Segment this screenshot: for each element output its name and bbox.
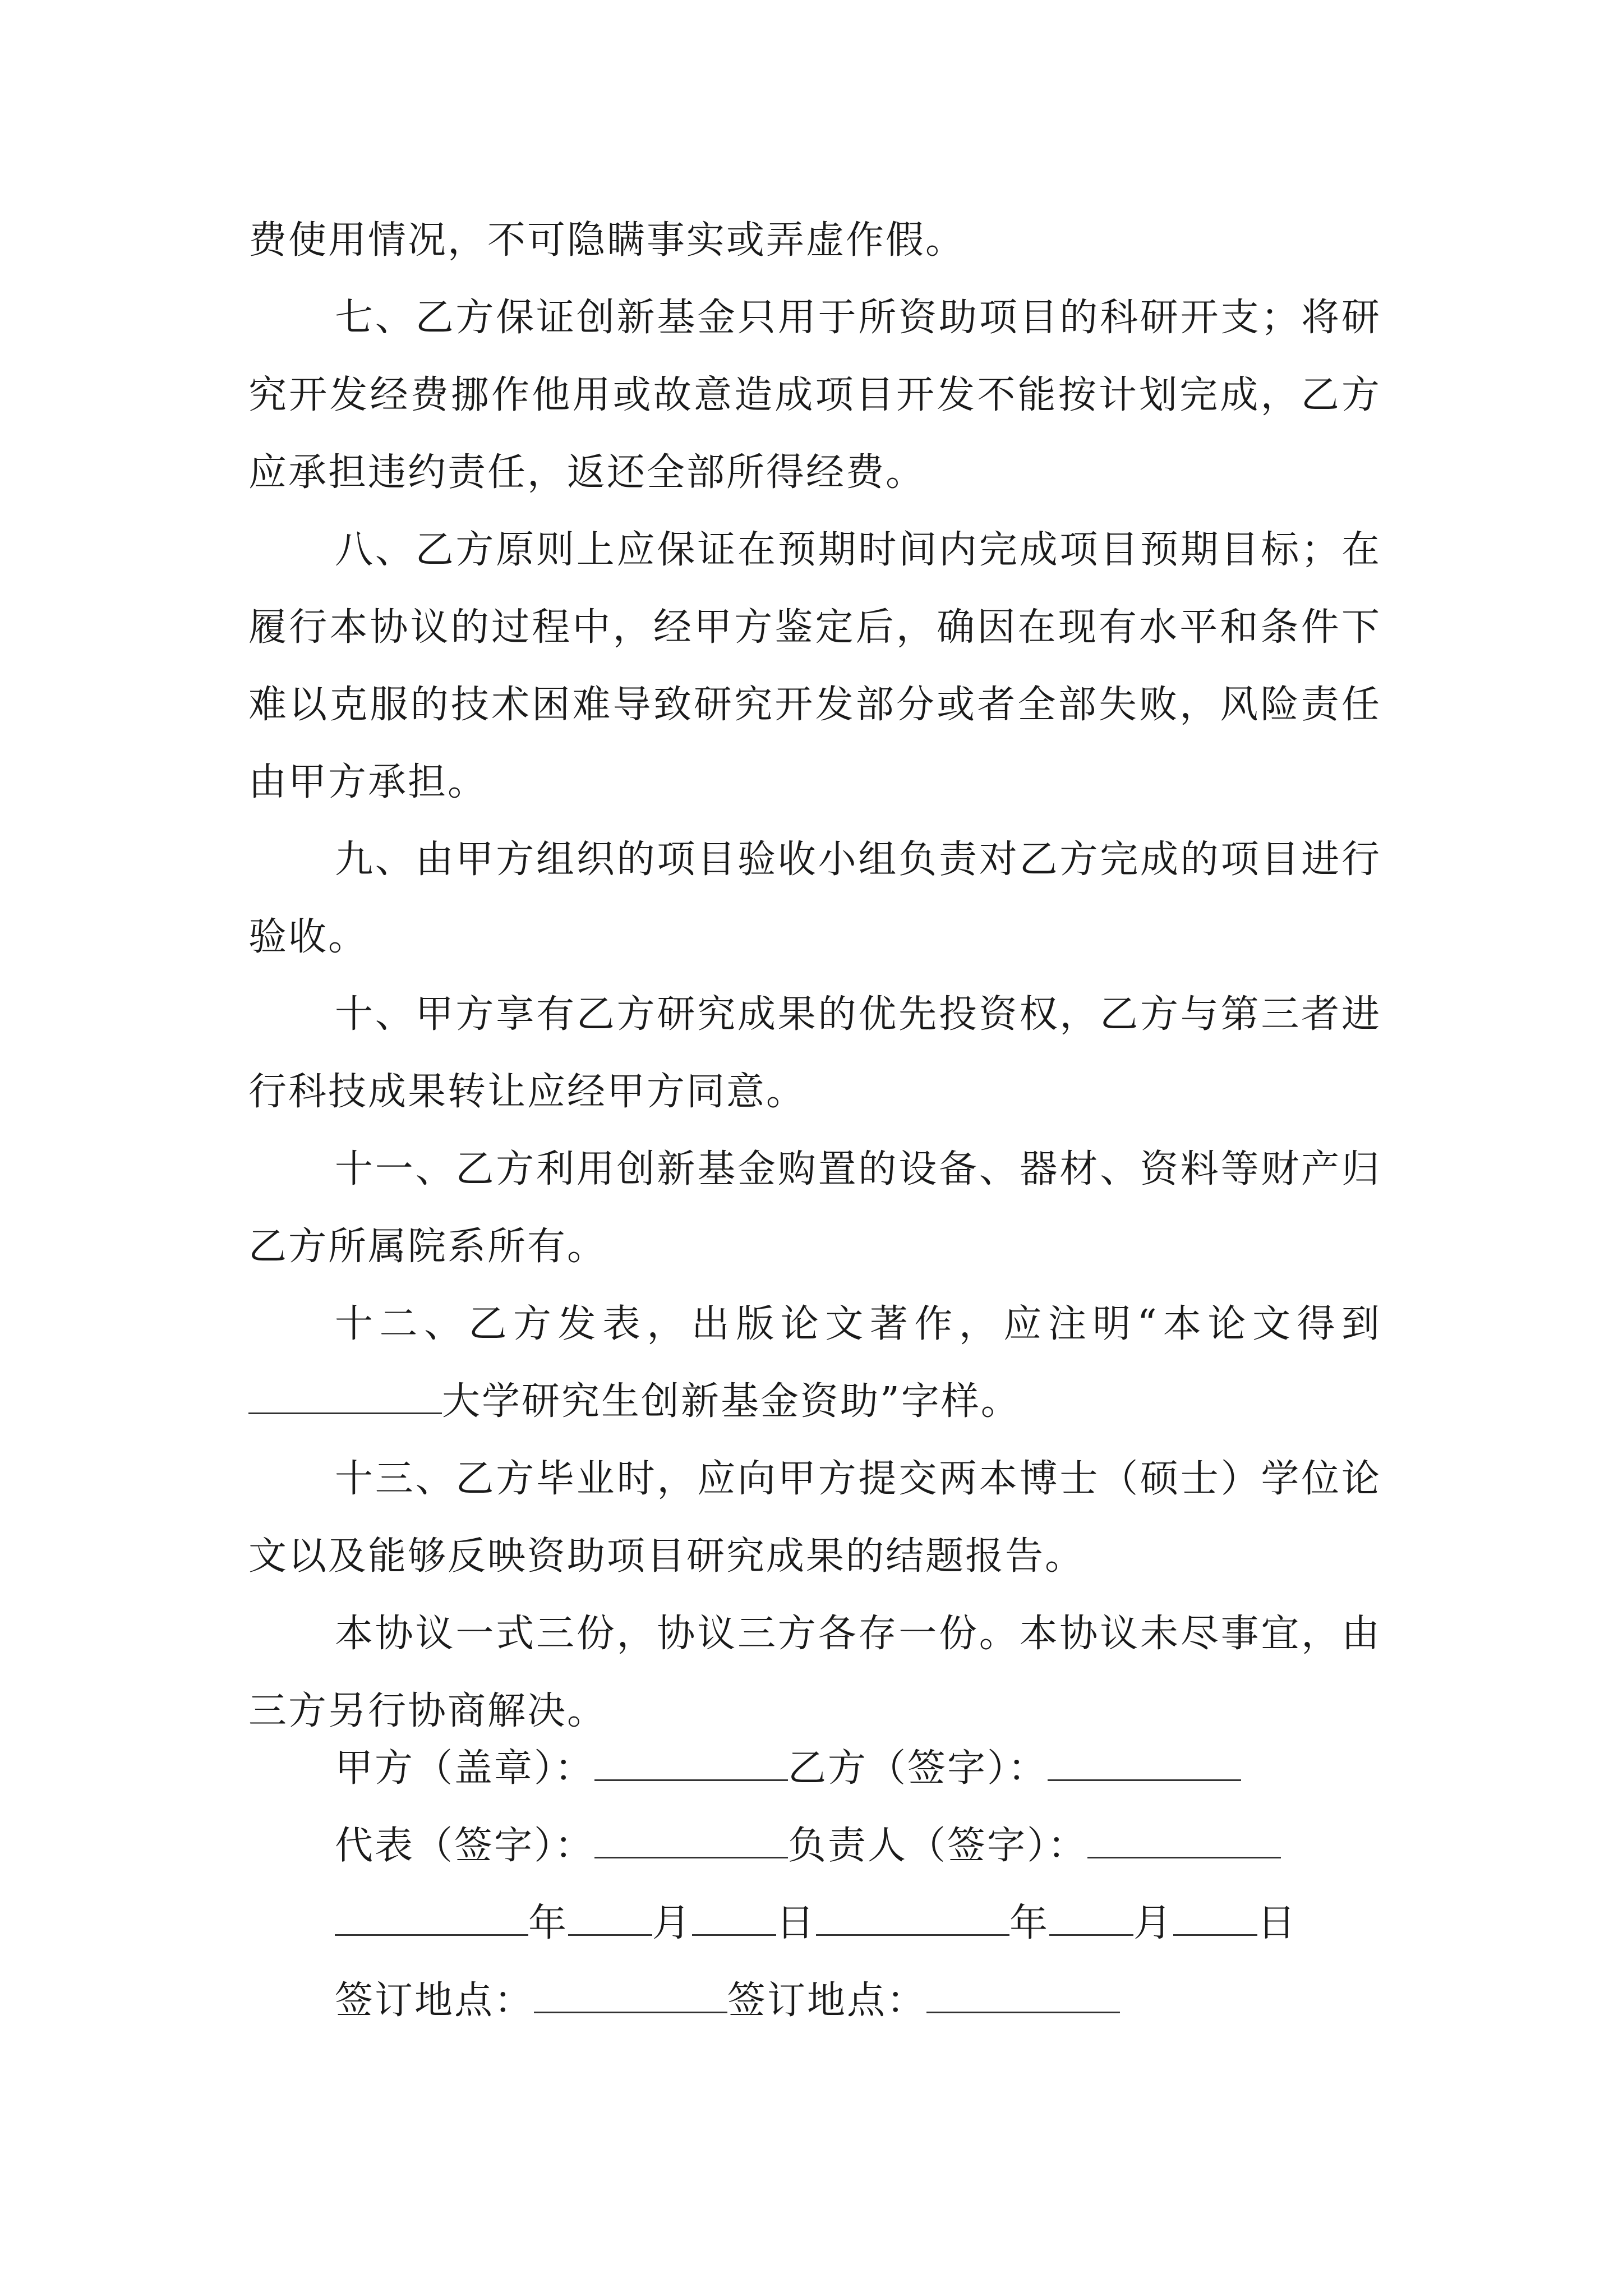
place-b-blank[interactable] bbox=[926, 1989, 1120, 2013]
date-b-year-blank[interactable] bbox=[816, 1912, 1009, 1936]
place-b-label: 签订地点： bbox=[727, 1978, 927, 2023]
representative-sign-blank[interactable] bbox=[594, 1834, 788, 1858]
signature-row-parties bbox=[335, 1730, 1456, 1807]
lead-sign-blank[interactable] bbox=[1087, 1834, 1281, 1858]
place-a-label: 签订地点： bbox=[335, 1978, 534, 2023]
date-a-month-blank[interactable] bbox=[568, 1912, 652, 1936]
party-b-sign-label: 乙方（签字）： bbox=[788, 1746, 1048, 1791]
date-b-month-blank[interactable] bbox=[1049, 1912, 1133, 1936]
agreement-body bbox=[248, 202, 1381, 1750]
date-a-day-blank[interactable] bbox=[692, 1912, 776, 1936]
clause-12 bbox=[248, 1286, 1381, 1441]
signature-row-dates bbox=[335, 1885, 1456, 1962]
clause-11: 十一、乙方利用创新基金购置的设备、器材、资料等财产归乙方所属院系所有。 bbox=[248, 1147, 1381, 1269]
party-b-sign-blank[interactable] bbox=[1048, 1757, 1241, 1781]
lead-sign-label: 负责人（签字）： bbox=[788, 1824, 1088, 1868]
date-a-month-label: 月 bbox=[652, 1901, 693, 1945]
date-a-year-blank[interactable] bbox=[335, 1912, 528, 1936]
clause-10: 十、甲方享有乙方研究成果的优先投资权，乙方与第三者进行科技成果转让应经甲方同意。 bbox=[248, 992, 1381, 1114]
closing-clause: 本协议一式三份，协议三方各存一份。本协议未尽事宜，由三方另行协商解决。 bbox=[248, 1612, 1381, 1733]
date-b-day-blank[interactable] bbox=[1173, 1912, 1257, 1936]
party-a-seal-blank[interactable] bbox=[594, 1757, 788, 1781]
date-b-month-label: 月 bbox=[1133, 1901, 1174, 1945]
clause-8: 八、乙方原则上应保证在预期时间内完成项目预期目标；在履行本协议的过程中，经甲方鉴定后，确因在现有水平和条件下难以克服的技术困难导致研究开发部分或者全部失败，风险责任由甲方承担。 bbox=[248, 528, 1381, 804]
signature-row-places bbox=[335, 1962, 1456, 2040]
date-a-year-label: 年 bbox=[528, 1901, 569, 1945]
representative-sign-label: 代表（签字）： bbox=[335, 1824, 595, 1868]
place-a-blank[interactable] bbox=[534, 1989, 727, 2013]
paragraph-continuation: 费使用情况，不可隐瞒事实或弄虚作假。 bbox=[248, 218, 966, 263]
date-b-year-label: 年 bbox=[1009, 1901, 1050, 1945]
clause-12-text-a: 十二、乙方发表，出版论文著作，应注明“本论文得到 bbox=[335, 1302, 1381, 1346]
date-b-day-label: 日 bbox=[1257, 1901, 1298, 1945]
university-name-blank[interactable] bbox=[248, 1390, 442, 1414]
clause-7: 七、乙方保证创新基金只用于所资助项目的科研开支；将研究开发经费挪作他用或故意造成项目开发不能按计划完成，乙方应承担违约责任，返还全部所得经费。 bbox=[248, 296, 1381, 495]
clause-12-text-b: 大学研究生创新基金资助”字样。 bbox=[442, 1379, 1021, 1424]
date-a-day-label: 日 bbox=[776, 1901, 817, 1945]
signature-row-representatives bbox=[335, 1807, 1456, 1885]
clause-9: 九、由甲方组织的项目验收小组负责对乙方完成的项目进行验收。 bbox=[248, 838, 1381, 959]
party-a-seal-label: 甲方（盖章）： bbox=[335, 1746, 595, 1791]
clause-13: 十三、乙方毕业时，应向甲方提交两本博士（硕士）学位论文以及能够反映资助项目研究成果的结题报告。 bbox=[248, 1457, 1381, 1579]
